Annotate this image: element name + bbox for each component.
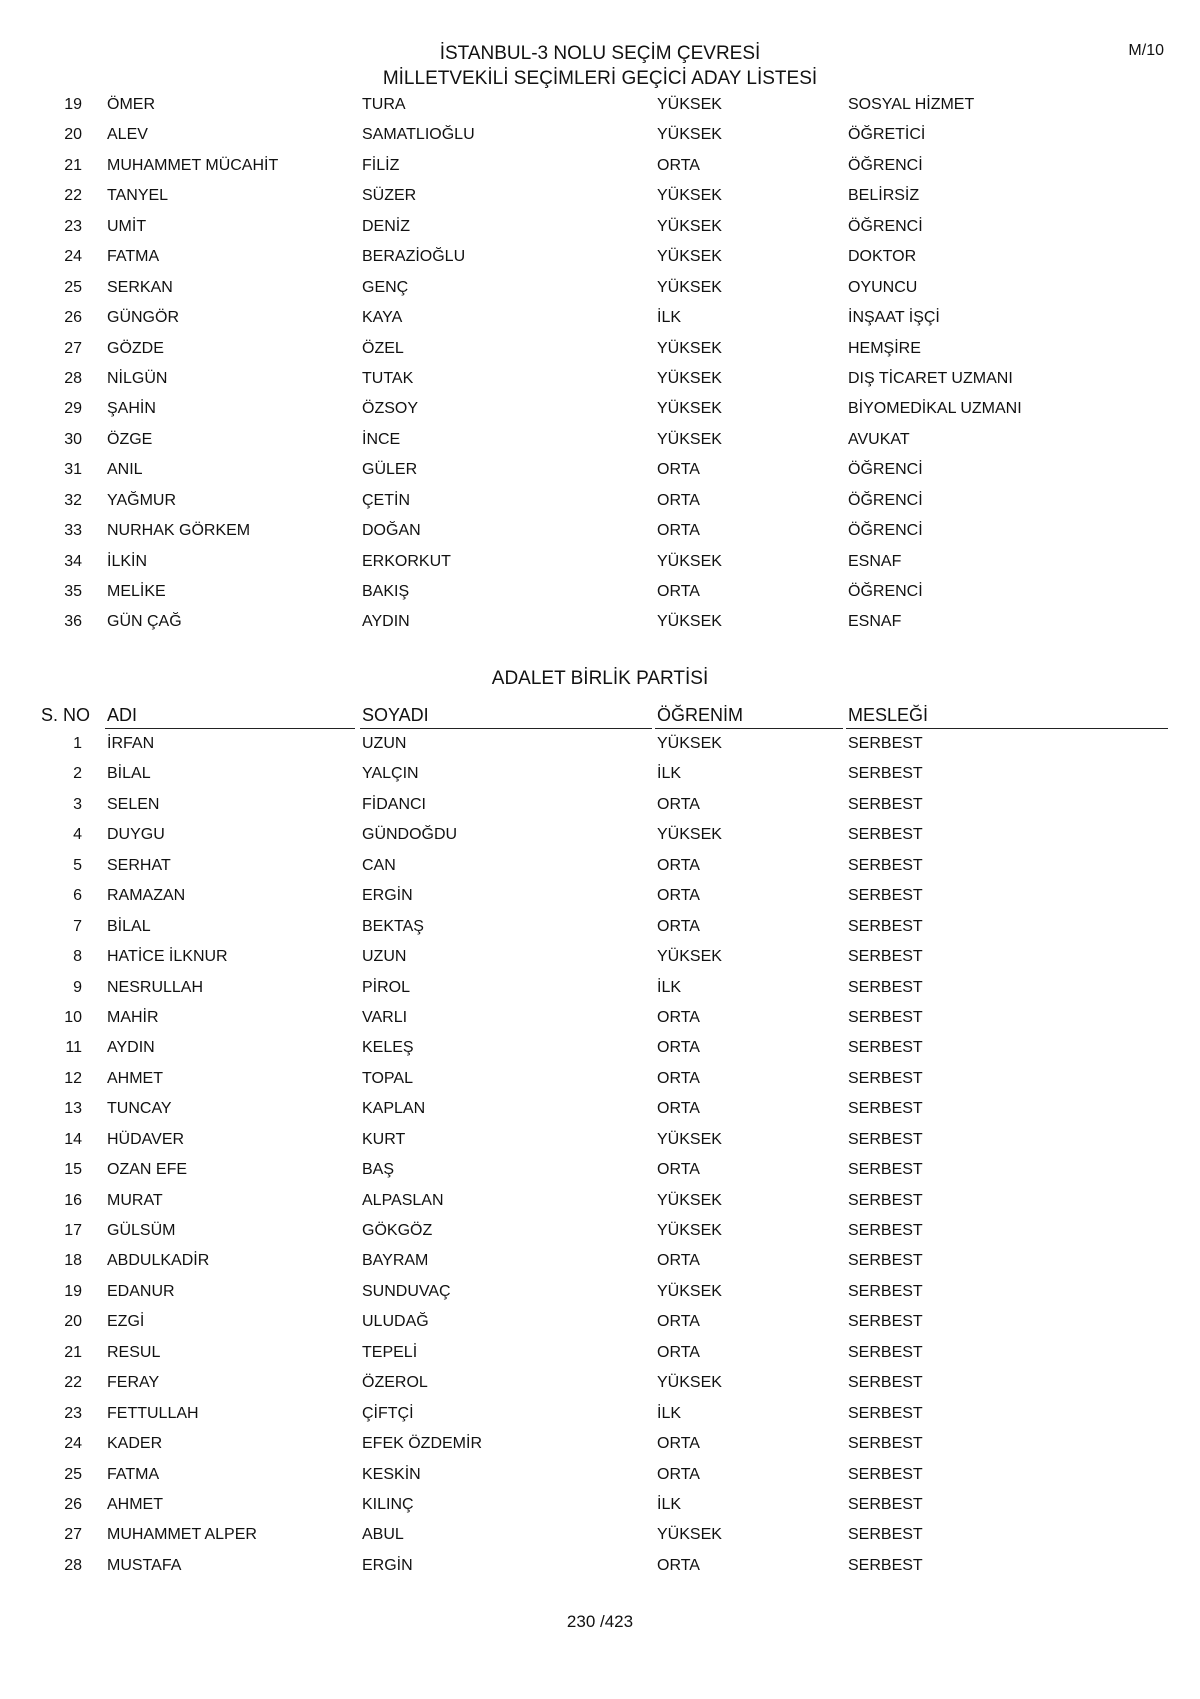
table-row: [0, 334, 1200, 364]
candidate-occupation: ÖĞRENCİ: [848, 583, 923, 600]
candidate-education: ORTA: [657, 1435, 700, 1453]
table-row: [0, 1216, 1200, 1246]
candidate-occupation: SERBEST: [848, 1404, 923, 1422]
row-number: 15: [64, 1161, 82, 1179]
candidate-first-name: RESUL: [107, 1343, 161, 1361]
candidate-first-name: TANYEL: [107, 187, 169, 205]
table-row: [0, 1399, 1200, 1429]
table-row: [0, 851, 1200, 881]
candidate-first-name: NESRULLAH: [107, 978, 204, 996]
table-row: [0, 1490, 1200, 1520]
candidate-education: YÜKSEK: [657, 1282, 722, 1300]
candidate-surname: KESKİN: [362, 1465, 421, 1483]
candidate-education: YÜKSEK: [657, 735, 722, 752]
candidate-first-name: MUHAMMET MÜCAHİT: [107, 156, 279, 174]
candidate-surname: DENİZ: [362, 217, 410, 235]
candidate-surname: ERKORKUT: [362, 552, 451, 570]
candidate-surname: TEPELİ: [362, 1343, 418, 1361]
column-header-ogrenim: ÖĞRENİM: [657, 705, 744, 725]
candidate-first-name: NURHAK GÖRKEM: [107, 522, 251, 540]
table-row: [0, 547, 1200, 577]
candidate-occupation: SERBEST: [848, 1526, 923, 1544]
table-row: [0, 759, 1200, 789]
candidate-education: YÜKSEK: [657, 1191, 722, 1209]
candidate-surname: BAKIŞ: [362, 583, 410, 600]
row-number: 22: [64, 187, 82, 205]
candidate-education: YÜKSEK: [657, 217, 722, 235]
candidate-education: İLK: [657, 309, 682, 327]
candidate-surname: ALPASLAN: [362, 1191, 444, 1209]
candidate-occupation: SERBEST: [848, 1435, 923, 1453]
candidate-surname: DOĞAN: [362, 522, 421, 540]
candidate-occupation: ÖĞRENCİ: [848, 156, 923, 174]
candidate-occupation: DIŞ TİCARET UZMANI: [848, 369, 1013, 387]
candidate-education: ORTA: [657, 1556, 700, 1574]
candidate-occupation: ESNAF: [848, 613, 902, 631]
candidate-first-name: FERAY: [107, 1374, 160, 1392]
candidate-first-name: MAHİR: [107, 1008, 159, 1026]
row-number: 28: [64, 369, 82, 387]
candidate-surname: ÇİFTÇİ: [362, 1404, 414, 1422]
row-number: 20: [64, 126, 82, 144]
candidate-occupation: SERBEST: [848, 856, 923, 874]
row-number: 1: [73, 735, 82, 752]
candidate-first-name: GÖZDE: [107, 339, 164, 357]
candidate-surname: KELEŞ: [362, 1039, 414, 1057]
candidate-education: YÜKSEK: [657, 1526, 722, 1544]
row-number: 7: [73, 917, 82, 935]
table-row: [0, 1368, 1200, 1398]
page-number: 230 /423: [566, 1612, 634, 1631]
candidate-surname: GÖKGÖZ: [362, 1222, 433, 1239]
candidate-surname: ULUDAĞ: [362, 1313, 429, 1331]
candidate-education: İLK: [657, 978, 682, 996]
row-number: 29: [64, 400, 82, 418]
candidate-first-name: AYDIN: [107, 1039, 155, 1057]
candidate-education: YÜKSEK: [657, 552, 722, 570]
row-number: 30: [64, 430, 82, 448]
candidate-surname: KURT: [362, 1130, 406, 1148]
candidate-occupation: SERBEST: [848, 1191, 923, 1209]
candidate-occupation: SERBEST: [848, 1374, 923, 1392]
header-line-1: İSTANBUL-3 NOLU SEÇİM ÇEVRESİ: [439, 43, 761, 64]
row-number: 34: [64, 552, 82, 570]
table-row: [0, 820, 1200, 850]
candidate-education: YÜKSEK: [657, 826, 722, 844]
candidate-education: ORTA: [657, 795, 700, 813]
table-row: [0, 516, 1200, 546]
candidate-first-name: AHMET: [107, 1495, 163, 1513]
candidate-surname: PİROL: [362, 978, 411, 996]
candidate-first-name: TUNCAY: [107, 1100, 172, 1118]
candidate-surname: GÜNDOĞDU: [362, 826, 458, 844]
row-number: 24: [64, 1435, 82, 1453]
candidate-first-name: FATMA: [107, 248, 160, 266]
row-number: 3: [73, 795, 82, 813]
candidate-occupation: SERBEST: [848, 795, 923, 813]
table-row: [0, 455, 1200, 485]
candidate-first-name: SERHAT: [107, 856, 171, 874]
row-number: 8: [73, 948, 82, 966]
party-candidate-table: [0, 729, 1200, 1581]
candidate-surname: GÜLER: [362, 461, 418, 479]
candidate-surname: BAYRAM: [362, 1252, 429, 1270]
candidate-first-name: BİLAL: [107, 765, 151, 783]
candidate-first-name: UMİT: [107, 217, 147, 235]
candidate-education: ORTA: [657, 1069, 700, 1087]
candidate-occupation: SERBEST: [848, 1343, 923, 1361]
candidate-education: YÜKSEK: [657, 1222, 722, 1239]
candidate-surname: YALÇIN: [362, 765, 419, 783]
candidate-education: ORTA: [657, 491, 700, 509]
candidate-occupation: OYUNCU: [848, 278, 918, 296]
candidate-occupation: SERBEST: [848, 765, 923, 783]
candidate-first-name: SELEN: [107, 795, 160, 813]
candidate-surname: BEKTAŞ: [362, 917, 424, 935]
candidate-occupation: SERBEST: [848, 948, 923, 966]
table-row: [0, 1429, 1200, 1459]
table-row: [0, 120, 1200, 150]
row-number: 24: [64, 248, 82, 266]
row-number: 21: [64, 1343, 82, 1361]
candidate-first-name: GÜN ÇAĞ: [107, 613, 182, 631]
row-number: 19: [64, 1282, 82, 1300]
document-header: [0, 41, 1200, 91]
candidate-education: ORTA: [657, 583, 700, 600]
table-row: [0, 181, 1200, 211]
party-title: ADALET BİRLİK PARTİSİ: [491, 668, 709, 689]
candidate-surname: TOPAL: [362, 1069, 413, 1087]
table-row: [0, 607, 1200, 637]
candidate-first-name: FETTULLAH: [107, 1404, 199, 1422]
row-number: 32: [64, 491, 82, 509]
candidate-surname: ABUL: [362, 1526, 404, 1544]
candidate-occupation: SERBEST: [848, 917, 923, 935]
candidate-surname: ÇETİN: [362, 491, 410, 509]
table-row: [0, 912, 1200, 942]
row-number: 35: [64, 583, 82, 600]
candidate-occupation: SERBEST: [848, 1465, 923, 1483]
row-number: 25: [64, 278, 82, 296]
table-row: [0, 273, 1200, 303]
candidate-first-name: BİLAL: [107, 917, 151, 935]
candidate-surname: FİLİZ: [362, 156, 400, 174]
candidate-occupation: SERBEST: [848, 1100, 923, 1118]
table-row: [0, 1064, 1200, 1094]
candidate-occupation: SERBEST: [848, 1495, 923, 1513]
candidate-education: YÜKSEK: [657, 400, 722, 418]
candidate-first-name: İRFAN: [107, 735, 155, 752]
candidate-first-name: AHMET: [107, 1069, 163, 1087]
candidate-surname: ÖZSOY: [362, 400, 419, 418]
candidate-education: YÜKSEK: [657, 948, 722, 966]
table-row: [0, 242, 1200, 272]
candidate-occupation: ESNAF: [848, 552, 902, 570]
candidate-occupation: SERBEST: [848, 978, 923, 996]
candidate-surname: FİDANCI: [362, 795, 426, 813]
candidate-education: ORTA: [657, 1161, 700, 1179]
candidate-surname: CAN: [362, 856, 396, 874]
candidate-education: İLK: [657, 1495, 682, 1513]
candidate-education: YÜKSEK: [657, 369, 722, 387]
candidate-occupation: SERBEST: [848, 1008, 923, 1026]
table-row: [0, 1155, 1200, 1185]
row-number: 27: [64, 339, 82, 357]
candidate-first-name: MUSTAFA: [107, 1556, 182, 1574]
candidate-education: İLK: [657, 765, 682, 783]
row-number: 22: [64, 1374, 82, 1392]
candidate-education: ORTA: [657, 1343, 700, 1361]
row-number: 13: [64, 1100, 82, 1118]
candidate-first-name: HÜDAVER: [107, 1130, 185, 1148]
candidate-first-name: EDANUR: [107, 1282, 175, 1300]
table-row: [0, 90, 1200, 120]
candidate-occupation: ÖĞRETİCİ: [848, 126, 926, 144]
table-row: [0, 1520, 1200, 1550]
row-number: 27: [64, 1526, 82, 1544]
row-number: 2: [73, 765, 82, 783]
candidate-first-name: FATMA: [107, 1465, 160, 1483]
candidate-first-name: ABDULKADİR: [107, 1252, 210, 1270]
candidate-first-name: GÜLSÜM: [107, 1222, 176, 1239]
column-header-meslek: MESLEĞİ: [848, 705, 929, 725]
column-header-no: S. NO: [41, 705, 91, 725]
table-row: [0, 1033, 1200, 1063]
table-row: [0, 1338, 1200, 1368]
candidate-occupation: SERBEST: [848, 1222, 923, 1239]
candidate-occupation: SERBEST: [848, 1282, 923, 1300]
candidate-surname: SAMATLIOĞLU: [362, 126, 475, 144]
candidate-surname: UZUN: [362, 735, 407, 752]
table-row: [0, 1125, 1200, 1155]
candidate-first-name: EZGİ: [107, 1313, 145, 1331]
table-row: [0, 729, 1200, 759]
candidate-first-name: ÖMER: [107, 96, 155, 113]
candidate-first-name: ÖZGE: [107, 430, 153, 448]
table-row: [0, 1307, 1200, 1337]
candidate-education: ORTA: [657, 1465, 700, 1483]
row-number: 31: [64, 461, 82, 479]
candidate-occupation: SERBEST: [848, 1039, 923, 1057]
candidate-education: ORTA: [657, 856, 700, 874]
candidate-education: YÜKSEK: [657, 613, 722, 631]
candidate-education: ORTA: [657, 1100, 700, 1118]
candidate-occupation: SERBEST: [848, 735, 923, 752]
table-row: [0, 1003, 1200, 1033]
table-row: [0, 577, 1200, 607]
row-number: 23: [64, 217, 82, 235]
candidate-first-name: KADER: [107, 1435, 163, 1453]
candidate-surname: TURA: [362, 96, 406, 113]
candidate-surname: SUNDUVAÇ: [362, 1282, 451, 1300]
candidate-education: ORTA: [657, 1252, 700, 1270]
candidate-surname: EFEK ÖZDEMİR: [362, 1435, 483, 1453]
candidate-education: YÜKSEK: [657, 1130, 722, 1148]
candidate-education: YÜKSEK: [657, 278, 722, 296]
candidate-occupation: ÖĞRENCİ: [848, 522, 923, 540]
candidate-first-name: HATİCE İLKNUR: [107, 948, 228, 966]
previous-party-table: [0, 90, 1200, 638]
table-row: [0, 1246, 1200, 1276]
candidate-occupation: SERBEST: [848, 826, 923, 844]
candidate-education: İLK: [657, 1404, 682, 1422]
candidate-first-name: YAĞMUR: [107, 491, 177, 509]
candidate-first-name: NİLGÜN: [107, 369, 168, 387]
row-number: 18: [64, 1252, 82, 1270]
candidate-surname: AYDIN: [362, 613, 410, 631]
candidate-occupation: SERBEST: [848, 1130, 923, 1148]
row-number: 14: [64, 1130, 82, 1148]
candidate-education: ORTA: [657, 1313, 700, 1331]
row-number: 10: [64, 1008, 82, 1026]
candidate-occupation: ÖĞRENCİ: [848, 461, 923, 479]
candidate-surname: ERGİN: [362, 1556, 413, 1574]
table-row: [0, 364, 1200, 394]
candidate-occupation: DOKTOR: [848, 248, 917, 266]
candidate-surname: ERGİN: [362, 887, 413, 905]
candidate-occupation: SERBEST: [848, 1161, 923, 1179]
candidate-education: YÜKSEK: [657, 1374, 722, 1392]
candidate-surname: BERAZİOĞLU: [362, 248, 466, 266]
table-row: [0, 212, 1200, 242]
candidate-occupation: BİYOMEDİKAL UZMANI: [848, 400, 1022, 418]
table-row: [0, 1277, 1200, 1307]
candidate-first-name: RAMAZAN: [107, 887, 186, 905]
candidate-first-name: İLKİN: [107, 552, 148, 570]
row-number: 19: [64, 96, 82, 113]
candidate-education: YÜKSEK: [657, 96, 722, 113]
candidate-occupation: SOSYAL HİZMET: [848, 96, 975, 113]
candidate-occupation: SERBEST: [848, 1252, 923, 1270]
table-row: [0, 1094, 1200, 1124]
candidate-occupation: SERBEST: [848, 1313, 923, 1331]
table-row: [0, 973, 1200, 1003]
candidate-first-name: MURAT: [107, 1191, 163, 1209]
row-number: 28: [64, 1556, 82, 1574]
candidate-occupation: HEMŞİRE: [848, 339, 921, 357]
candidate-occupation: BELİRSİZ: [848, 187, 920, 205]
candidate-first-name: ANIL: [107, 461, 143, 479]
candidate-education: YÜKSEK: [657, 339, 722, 357]
candidate-occupation: ÖĞRENCİ: [848, 491, 923, 509]
candidate-occupation: AVUKAT: [848, 430, 910, 448]
table-row: [0, 1186, 1200, 1216]
candidate-education: ORTA: [657, 522, 700, 540]
candidate-surname: TUTAK: [362, 369, 414, 387]
table-row: [0, 425, 1200, 455]
candidate-first-name: ŞAHİN: [107, 400, 156, 418]
candidate-education: YÜKSEK: [657, 126, 722, 144]
page-code: M/10: [1128, 42, 1164, 59]
table-row: [0, 303, 1200, 333]
row-number: 33: [64, 522, 82, 540]
candidate-surname: UZUN: [362, 948, 407, 966]
candidate-occupation: SERBEST: [848, 887, 923, 905]
candidate-surname: ÖZEL: [362, 339, 404, 357]
candidate-surname: ÖZEROL: [362, 1374, 428, 1392]
table-row: [0, 942, 1200, 972]
candidate-education: ORTA: [657, 461, 700, 479]
candidate-first-name: ALEV: [107, 126, 148, 144]
row-number: 20: [64, 1313, 82, 1331]
table-row: [0, 1551, 1200, 1581]
candidate-first-name: SERKAN: [107, 278, 173, 296]
candidate-surname: KILINÇ: [362, 1495, 414, 1513]
candidate-surname: KAPLAN: [362, 1100, 426, 1118]
row-number: 6: [73, 887, 82, 905]
candidate-education: ORTA: [657, 887, 700, 905]
table-row: [0, 881, 1200, 911]
candidate-surname: VARLI: [362, 1008, 408, 1026]
row-number: 26: [64, 309, 82, 327]
row-number: 4: [73, 826, 82, 844]
candidate-education: ORTA: [657, 1039, 700, 1057]
table-row: [0, 394, 1200, 424]
row-number: 9: [73, 978, 82, 996]
candidate-first-name: MELİKE: [107, 583, 166, 600]
row-number: 17: [64, 1222, 82, 1239]
table-column-header: [0, 700, 1200, 730]
table-row: [0, 151, 1200, 181]
candidate-first-name: GÜNGÖR: [107, 309, 179, 327]
candidate-education: ORTA: [657, 156, 700, 174]
candidate-surname: İNCE: [362, 430, 401, 448]
candidate-education: YÜKSEK: [657, 248, 722, 266]
header-line-2: MİLLETVEKİLİ SEÇİMLERİ GEÇİCİ ADAY LİSTESİ: [382, 68, 818, 89]
candidate-education: ORTA: [657, 1008, 700, 1026]
candidate-education: YÜKSEK: [657, 187, 722, 205]
table-row: [0, 486, 1200, 516]
row-number: 26: [64, 1495, 82, 1513]
candidate-occupation: İNŞAAT İŞÇİ: [848, 309, 940, 327]
candidate-occupation: SERBEST: [848, 1069, 923, 1087]
table-row: [0, 1460, 1200, 1490]
table-row: [0, 790, 1200, 820]
candidate-occupation: SERBEST: [848, 1556, 923, 1574]
candidate-first-name: OZAN EFE: [107, 1161, 188, 1179]
row-number: 5: [73, 856, 82, 874]
candidate-surname: GENÇ: [362, 278, 409, 296]
column-header-soyadi: SOYADI: [362, 705, 429, 725]
row-number: 21: [64, 156, 82, 174]
candidate-occupation: ÖĞRENCİ: [848, 217, 923, 235]
candidate-education: YÜKSEK: [657, 430, 722, 448]
row-number: 36: [64, 613, 82, 631]
candidate-first-name: DUYGU: [107, 826, 165, 844]
candidate-first-name: MUHAMMET ALPER: [107, 1526, 257, 1544]
row-number: 25: [64, 1465, 82, 1483]
candidate-education: ORTA: [657, 917, 700, 935]
column-header-adi: ADI: [107, 705, 138, 725]
row-number: 12: [64, 1069, 82, 1087]
candidate-surname: BAŞ: [362, 1161, 395, 1179]
row-number: 11: [65, 1039, 82, 1057]
row-number: 23: [64, 1404, 82, 1422]
row-number: 16: [64, 1191, 82, 1209]
candidate-surname: SÜZER: [362, 187, 417, 205]
candidate-surname: KAYA: [362, 309, 403, 327]
